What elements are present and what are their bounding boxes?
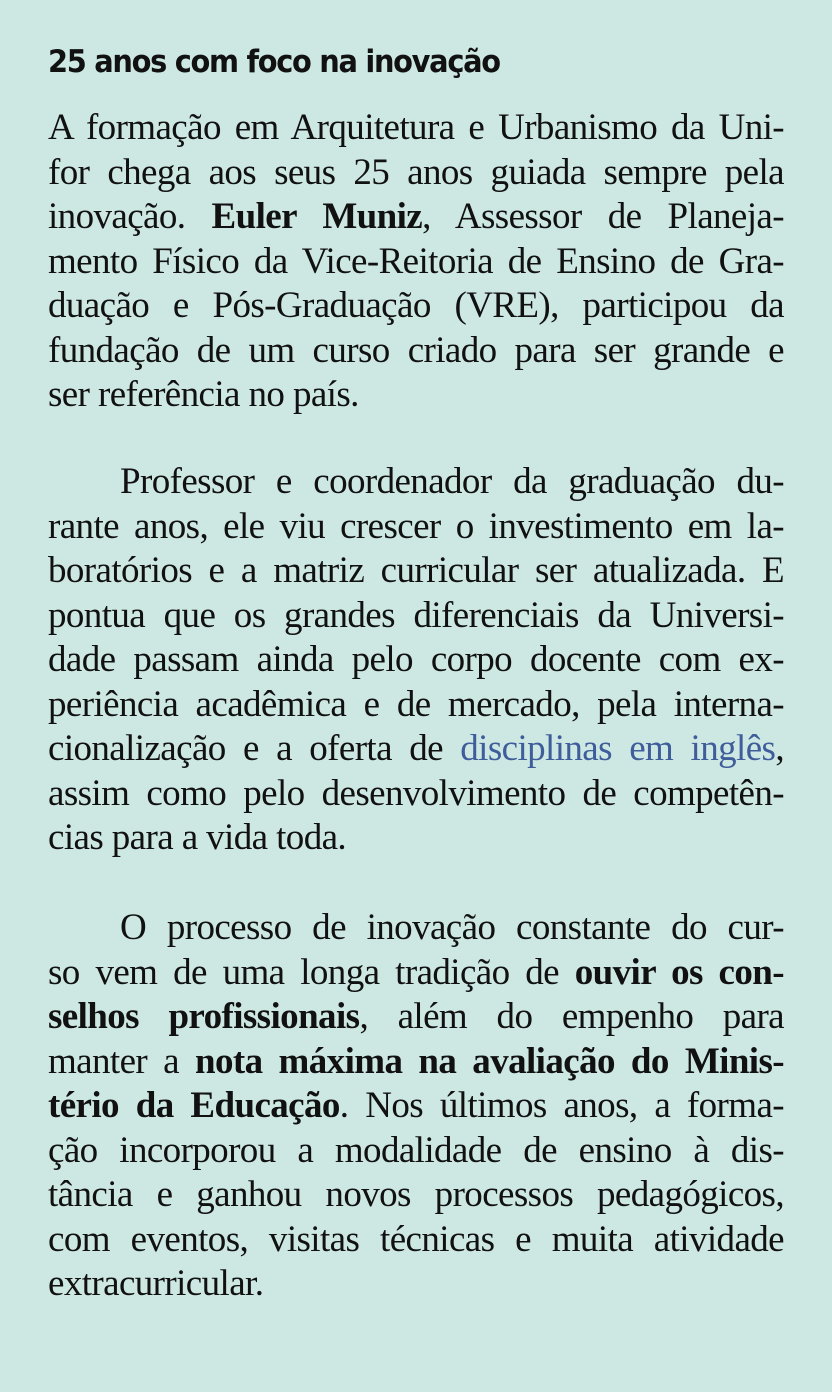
text-line <box>48 727 784 771</box>
text-line <box>48 683 784 727</box>
text-line <box>48 106 784 150</box>
text-line <box>48 505 784 549</box>
text: cias para a vida toda. <box>48 817 347 858</box>
text: boratórios e a matriz curricular ser atualizada. E <box>48 550 784 591</box>
bold-text: nota máxima na avaliação do Minis- <box>195 1040 785 1082</box>
text-line <box>48 1040 784 1084</box>
bold-text: selhos profissionais <box>48 996 360 1037</box>
text: Professor e coordenador da graduação du- <box>120 461 784 502</box>
text: extracurricular. <box>48 1263 264 1304</box>
text: cionalização e a oferta de <box>48 728 461 769</box>
article-title: 25 anos com foco na inovação <box>48 44 500 80</box>
text-line <box>48 906 784 950</box>
text: ção incorporou a modalidade de ensino à dis- <box>48 1129 784 1171</box>
text: dade passam ainda pelo corpo docente com ex- <box>48 639 784 680</box>
text: duação e Pós-Graduação (VRE), participou da <box>48 285 784 326</box>
text: . Nos últimos anos, a forma- <box>339 1085 784 1126</box>
text: inovação. <box>48 196 212 237</box>
text: , além do empenho para <box>359 996 784 1037</box>
text: pontua que os grandes diferenciais da Universi- <box>48 594 784 636</box>
text-line <box>48 995 784 1039</box>
text: O processo de inovação constante do cur- <box>120 907 784 948</box>
text: , <box>775 728 784 769</box>
text-line <box>48 284 784 328</box>
text-line <box>48 1262 784 1306</box>
text-line <box>48 594 784 638</box>
text-line <box>48 816 784 860</box>
text: rante anos, ele viu crescer o investimento em la- <box>48 505 784 547</box>
text-line <box>48 1218 784 1262</box>
text-line <box>48 549 784 593</box>
text: ser referência no país. <box>48 374 359 415</box>
text: for chega aos seus 25 anos guiada sempre pela <box>48 151 784 193</box>
text-line <box>48 329 784 373</box>
bold-text: tério da Educação <box>48 1085 340 1126</box>
text-line <box>48 460 784 504</box>
text: so vem de uma longa tradição de <box>48 951 575 993</box>
text-line <box>48 240 784 284</box>
text-line <box>48 1084 784 1128</box>
text: fundação de um curso criado para ser grande e <box>48 329 784 371</box>
text: assim como pelo desenvolvimento de competên- <box>48 772 784 814</box>
text-line <box>48 1173 784 1217</box>
text: manter a <box>48 1040 196 1082</box>
text: tância e ganhou novos processos pedagógicos, <box>48 1174 784 1215</box>
text: , Assessor de Planeja- <box>422 196 784 237</box>
text: mento Físico da Vice-Reitoria de Ensino de Gra- <box>48 240 784 282</box>
text-line <box>48 151 784 195</box>
link-disciplinas-em-ingles[interactable]: disciplinas em inglês <box>460 728 776 769</box>
text-line <box>48 638 784 682</box>
text-line <box>48 195 784 239</box>
bold-text: Euler Muniz <box>211 196 423 237</box>
text: periência acadêmica e de mercado, pela interna- <box>48 683 784 725</box>
text: com eventos, visitas técnicas e muita atividade <box>48 1218 784 1260</box>
bold-text: ouvir os con- <box>574 951 784 993</box>
text-line <box>48 772 784 816</box>
text: A formação em Arquitetura e Urbanismo da Uni- <box>48 107 784 148</box>
text-line <box>48 951 784 995</box>
text-line <box>48 373 784 417</box>
text-line <box>48 1129 784 1173</box>
